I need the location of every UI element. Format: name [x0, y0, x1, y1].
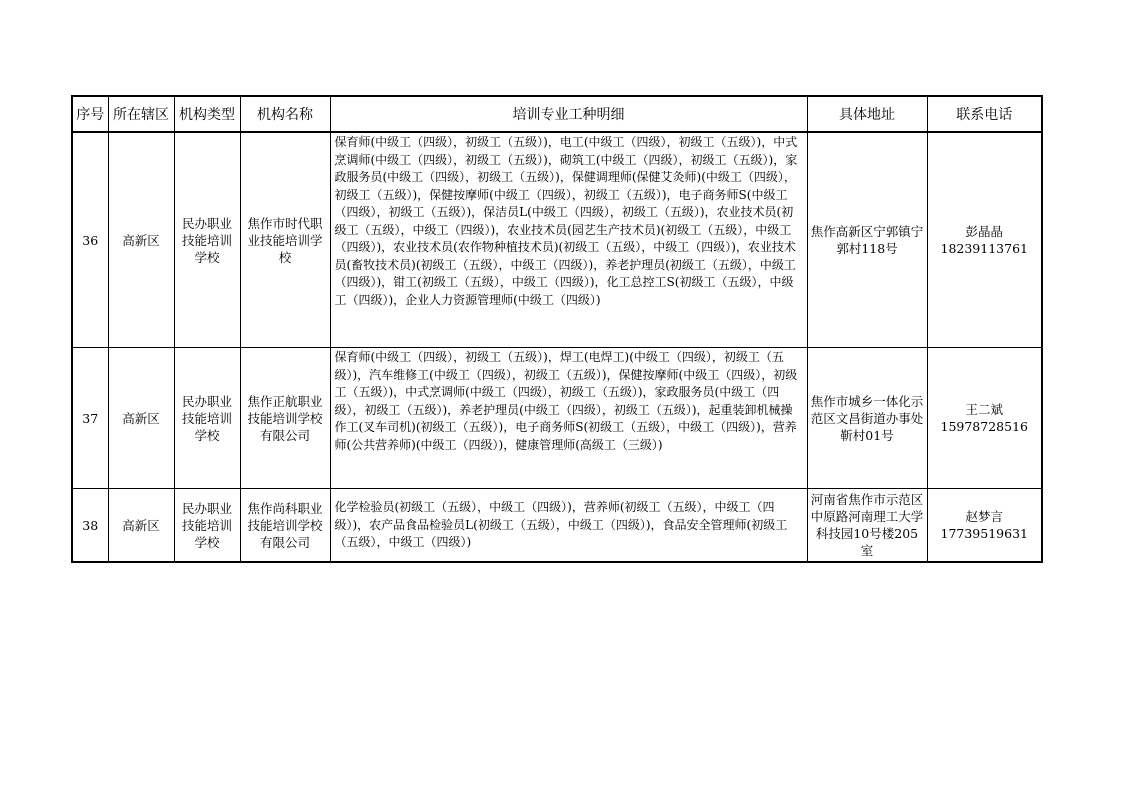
cell-contact [927, 132, 1042, 348]
seq-text: 38 [82, 517, 99, 533]
training-institution-table [71, 95, 1043, 563]
contact-name: 赵梦言 [965, 509, 1003, 524]
details-text: 化学检验员(初级工（五级），中级工（四级）)，营养师(初级工（五级），中级工（四级）)，农产品食品检验员L(初级工（五级），中级工（四级）)，食品安全管理师(初级工（五级），中级工（四级）) [334, 500, 788, 550]
address-text: 河南省焦作市示范区中原路河南理工大学科技园10号楼205室 [810, 492, 924, 558]
header-org-type: 机构类型 [174, 96, 240, 132]
cell-seq [72, 489, 108, 563]
org-type-text: 民办职业技能培训学校 [181, 500, 232, 550]
cell-district [108, 132, 174, 348]
cell-contact [927, 489, 1042, 563]
contact-phone: 15978728516 [940, 419, 1028, 434]
cell-details [330, 489, 807, 563]
header-details: 培训专业工种明细 [330, 96, 807, 132]
cell-details [330, 348, 807, 489]
district-text: 高新区 [122, 517, 160, 533]
address-text: 焦作高新区宁郭镇宁郭村118号 [810, 224, 924, 256]
details-text: 保育师(中级工（四级），初级工（五级）)，焊工(电焊工)(中级工（四级），初级工（五级）)，汽车维修工(中级工（四级），初级工（五级）)，保健按摩师(中级工（四级），初级工（五级）)，中式烹调师(中级工（四级），初级工（五级）)，家政服务员(中级工（四级），初级工（五级）)，养老护理员(中级工（四级），初级工（五级）)，起重装卸机械操作工(叉车司机)(初级工（五级）)，电子商务师S(初级工（五级），中级工（四级）)，营养师(公共营养师)(中级工（四级）)，健康管理师(高级工（三级）) [334, 350, 798, 452]
cell-org-name [240, 348, 330, 489]
org-type-text: 民办职业技能培训学校 [181, 393, 232, 443]
district-text: 高新区 [122, 232, 160, 248]
org-name-text: 焦作正航职业技能培训学校有限公司 [247, 393, 323, 443]
contact-name: 彭晶晶 [965, 224, 1003, 239]
cell-details [330, 132, 807, 348]
contact-phone: 17739519631 [940, 526, 1028, 541]
seq-text: 36 [82, 232, 99, 248]
cell-contact [927, 348, 1042, 489]
org-name-text: 焦作尚科职业技能培训学校有限公司 [247, 500, 323, 550]
cell-seq [72, 348, 108, 489]
table-row [72, 489, 1042, 563]
cell-district [108, 489, 174, 563]
cell-org-type [174, 489, 240, 563]
header-seq: 序号 [72, 96, 108, 132]
org-type-text: 民办职业技能培训学校 [181, 215, 232, 265]
address-text: 焦作市城乡一体化示范区文昌街道办事处靳村01号 [810, 393, 924, 443]
cell-org-name [240, 489, 330, 563]
cell-address [807, 348, 927, 489]
table-row [72, 132, 1042, 348]
cell-org-name [240, 132, 330, 348]
header-org-name: 机构名称 [240, 96, 330, 132]
details-text: 保育师(中级工（四级），初级工（五级）)，电工(中级工（四级），初级工（五级）)，中式烹调师(中级工（四级），初级工（五级）)，砌筑工(中级工（四级），初级工（五级）)，家政服务员(中级工（四级），初级工（五级）)，保健调理师(保健艾灸师)(中级工（四级），初级工（五级）)，保健按摩师(中级工（四级），初级工（五级）)，电子商务师S(中级工（四级），初级工（五级）)，保洁员L(中级工（四级），初级工（五级）)，农业技术员(初级工（五级），中级工（四级）)，农业技术员(园艺生产技术员)(初级工（五级），中级工（四级）)，农业技术员(农作物种植技术员)(初级工（五级），中级工（四级）)，农业技术员(畜牧技术员)(初级工（五级），中级工（四级）)，养老护理员(初级工（五级），中级工（四级）)，钳工(初级工（五级），中级工（四级）)，化工总控工S(初级工（五级），中级工（四级）)，企业人力资源管理师(中级工（四级）) [334, 135, 798, 307]
header-phone: 联系电话 [927, 96, 1042, 132]
header-row [72, 96, 1042, 132]
table-row [72, 348, 1042, 489]
district-text: 高新区 [122, 410, 160, 426]
cell-district [108, 348, 174, 489]
contact-phone: 18239113761 [940, 241, 1028, 256]
org-name-text: 焦作市时代职业技能培训学校 [247, 215, 323, 265]
cell-org-type [174, 348, 240, 489]
contact-name: 王二斌 [965, 402, 1003, 417]
cell-address [807, 132, 927, 348]
header-district: 所在辖区 [108, 96, 174, 132]
cell-address [807, 489, 927, 563]
seq-text: 37 [82, 410, 99, 426]
cell-org-type [174, 132, 240, 348]
cell-seq [72, 132, 108, 348]
header-address: 具体地址 [807, 96, 927, 132]
